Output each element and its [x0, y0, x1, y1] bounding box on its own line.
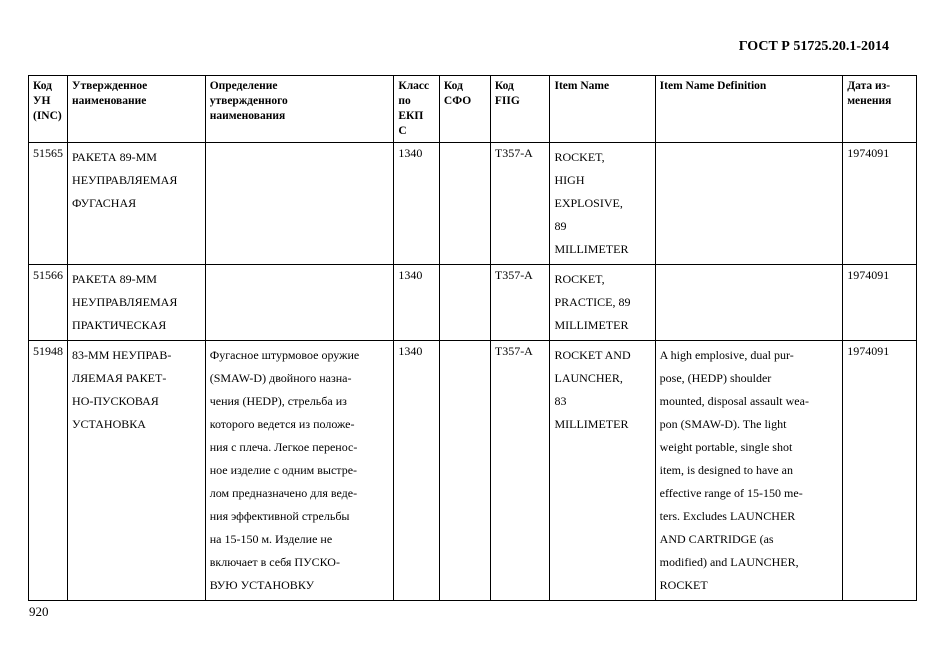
cell-approved-name [68, 143, 206, 265]
cell-item-definition-line: AND CARTRIDGE (as [659, 532, 774, 546]
cell-item-definition-line: A high emplosive, dual pur- [659, 348, 794, 362]
header-line: (INC) [33, 110, 62, 122]
header-line: Код [443, 80, 463, 92]
cell-item-definition [655, 341, 843, 601]
cell-item-name-line: PRACTICE, 89 [554, 295, 631, 309]
cell-item-name-line: MILLIMETER [554, 417, 629, 431]
header-line: менения [847, 95, 892, 107]
header-sfo [439, 76, 490, 143]
cell-item-definition-line: mounted, disposal assault wea- [659, 394, 809, 408]
cell-item-name-line: ROCKET AND [554, 348, 631, 362]
cell-approved-name-line: ПРАКТИЧЕСКАЯ [72, 318, 167, 332]
header-line: С [398, 125, 407, 137]
cell-class: 1340 [394, 143, 440, 265]
cell-item-definition-line: ters. Excludes LAUNCHER [659, 509, 796, 523]
cell-item-name [550, 341, 655, 601]
cell-item-definition-line: ROCKET [659, 578, 708, 592]
header-fiig [490, 76, 550, 143]
cell-fiig: Т357-А [490, 341, 550, 601]
cell-definition [205, 143, 394, 265]
cell-item-name-line: ROCKET, [554, 150, 605, 164]
table-row [29, 143, 917, 265]
header-change-date [843, 76, 917, 143]
cell-code: 51566 [29, 265, 68, 341]
table-row [29, 341, 917, 601]
cell-item-definition-line: weight portable, single shot [659, 440, 793, 454]
cell-item-name-line: 89 [554, 219, 567, 233]
cell-approved-name [68, 341, 206, 601]
cell-approved-name-line: 83-ММ НЕУПРАВ- [72, 348, 172, 362]
header-line: УН [33, 95, 51, 107]
cell-definition-line: ВУЮ УСТАНОВКУ [209, 578, 315, 592]
cell-item-name-line: ROCKET, [554, 272, 605, 286]
cell-item-name-line: MILLIMETER [554, 318, 629, 332]
header-line: Item Name Definition [659, 80, 767, 92]
cell-sfo [439, 143, 490, 265]
cell-item-definition [655, 143, 843, 265]
cell-definition-line: (SMAW-D) двойного назна- [209, 371, 352, 385]
cell-code: 51948 [29, 341, 68, 601]
header-item-name [550, 76, 655, 143]
cell-code: 51565 [29, 143, 68, 265]
cell-sfo [439, 265, 490, 341]
header-line: FIIG [494, 95, 520, 107]
cell-fiig: Т357-А [490, 265, 550, 341]
cell-approved-name [68, 265, 206, 341]
table-body [29, 143, 917, 601]
header-line: утвержденного [209, 95, 288, 107]
header-approved-name [68, 76, 206, 143]
cell-item-name-line: EXPLOSIVE, [554, 196, 623, 210]
table-header-row [29, 76, 917, 143]
cell-approved-name-line: ЛЯЕМАЯ РАКЕТ- [72, 371, 167, 385]
cell-class: 1340 [394, 341, 440, 601]
header-code [29, 76, 68, 143]
cell-definition-line: лом предназначено для веде- [209, 486, 358, 500]
cell-change-date: 1974091 [843, 265, 917, 341]
cell-definition [205, 341, 394, 601]
header-line: наименования [209, 110, 286, 122]
cell-item-name [550, 265, 655, 341]
table-row [29, 265, 917, 341]
header-item-definition [655, 76, 843, 143]
cell-item-definition-line: effective range of 15-150 me- [659, 486, 803, 500]
cell-definition-line: ния с плеча. Легкое перенос- [209, 440, 358, 454]
cell-definition-line: которого ведется из положе- [209, 417, 355, 431]
header-line: Дата из- [847, 80, 891, 92]
cell-item-definition-line: pon (SMAW-D). The light [659, 417, 787, 431]
header-line: Item Name [554, 80, 610, 92]
cell-item-name-line: HIGH [554, 173, 585, 187]
page-number: 920 [29, 604, 49, 619]
header-line: СФО [443, 95, 472, 107]
cell-change-date: 1974091 [843, 341, 917, 601]
cell-definition-line: включает в себя ПУСКО- [209, 555, 340, 569]
cell-item-name-line: 83 [554, 394, 567, 408]
cell-definition-line: на 15-150 м. Изделие не [209, 532, 333, 546]
cell-approved-name-line: УСТАНОВКА [72, 417, 146, 431]
header-class [394, 76, 440, 143]
cell-approved-name-line: НЕУПРАВЛЯЕМАЯ [72, 295, 178, 309]
cell-item-definition-line: item, is designed to have an [659, 463, 793, 477]
cell-definition-line: ния эффективной стрельбы [209, 509, 350, 523]
header-line: по [398, 95, 411, 107]
header-line: Код [494, 80, 514, 92]
cell-change-date: 1974091 [843, 143, 917, 265]
cell-approved-name-line: НО-ПУСКОВАЯ [72, 394, 159, 408]
cell-class: 1340 [394, 265, 440, 341]
cell-item-definition [655, 265, 843, 341]
cell-item-name [550, 143, 655, 265]
cell-approved-name-line: РАКЕТА 89-ММ [72, 150, 157, 164]
cell-approved-name-line: ФУГАСНАЯ [72, 196, 137, 210]
cell-definition-line: Фугасное штурмовое оружие [209, 348, 360, 362]
cell-approved-name-line: НЕУПРАВЛЯЕМАЯ [72, 173, 178, 187]
cell-definition-line: чения (HEDP), стрельба из [209, 394, 347, 408]
header-line: ЕКП [398, 110, 424, 122]
header-line: Класс [398, 80, 430, 92]
header-line: наименование [72, 95, 147, 107]
cell-item-name-line: MILLIMETER [554, 242, 629, 256]
header-line: Определение [209, 80, 278, 92]
header-line: Утвержденное [72, 80, 148, 92]
cell-definition-line: ное изделие с одним выстре- [209, 463, 358, 477]
cell-approved-name-line: РАКЕТА 89-ММ [72, 272, 157, 286]
cell-definition [205, 265, 394, 341]
catalog-table [28, 75, 917, 601]
document-header: ГОСТ Р 51725.20.1-2014 [738, 39, 889, 54]
cell-fiig: Т357-А [490, 143, 550, 265]
cell-item-name-line: LAUNCHER, [554, 371, 623, 385]
cell-item-definition-line: pose, (HEDP) shoulder [659, 371, 772, 385]
header-definition [205, 76, 394, 143]
cell-item-definition-line: modified) and LAUNCHER, [659, 555, 799, 569]
cell-sfo [439, 341, 490, 601]
header-line: Код [33, 80, 53, 92]
